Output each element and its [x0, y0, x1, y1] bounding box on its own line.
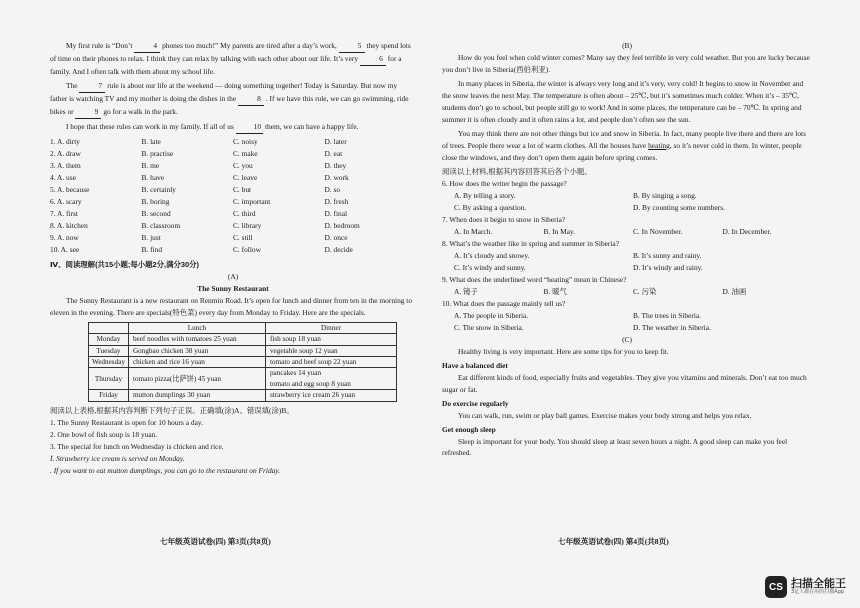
option: 5. A. because	[50, 184, 90, 194]
table-day-cell: Friday	[89, 390, 129, 401]
option: B. certainly	[141, 184, 176, 194]
table-row	[89, 334, 397, 345]
passage-paragraph	[50, 80, 416, 119]
option: B. 暖气	[543, 286, 567, 296]
tf-item: 3. The special for lunch on Wednesday is chicken and rice.	[50, 441, 224, 451]
option: 4. A. use	[50, 172, 76, 182]
table-row	[89, 356, 397, 367]
restaurant-title: The Sunny Restaurant	[197, 283, 269, 293]
tip-heading: Get enough sleep	[442, 424, 496, 434]
page-footer-right: 七年级英语试卷(四) 第4页(共8页)	[558, 536, 669, 546]
option: A. 镜子	[454, 286, 478, 296]
table-dinner-cell	[265, 390, 396, 401]
option: A. By telling a story.	[454, 190, 516, 200]
b-paragraph: How do you feel when cold winter comes? Many say they feel terrible in very cold weather. But you are lucky because you don’t live in Siberia(西伯利亚).	[442, 52, 810, 74]
tf-item: . If you want to eat mutton dumplings, you can go to the restaurant on Friday.	[50, 465, 281, 475]
cloze-option-row	[50, 232, 416, 244]
option: B. By singing a song.	[633, 190, 697, 200]
cloze-option-row	[50, 160, 416, 172]
cloze-option-row	[50, 244, 416, 256]
passage-text: The	[66, 80, 78, 90]
option: C. follow	[233, 244, 261, 254]
option-row	[442, 250, 812, 262]
option: C. important	[233, 196, 271, 206]
passage-text: for a family. And I often talk with them about my school life.	[50, 53, 402, 76]
option: B. boring	[141, 196, 170, 206]
part-c-label: (C)	[622, 334, 632, 344]
tip-heading: Have a balanced diet	[442, 360, 508, 370]
cloze-option-row	[50, 220, 416, 232]
option: D. In December.	[722, 226, 772, 236]
blank-number: 9	[75, 106, 101, 119]
question-stem: 6. How does the writer begin the passage?	[442, 178, 567, 188]
watermark-title: 扫描全能王	[791, 577, 846, 591]
option: B. practise	[141, 148, 174, 158]
option: C. In November.	[633, 226, 683, 236]
option: C. you	[233, 160, 253, 170]
option: B. second	[141, 208, 171, 218]
underlined-word: heating	[648, 140, 670, 150]
tf-item: 1. The Sunny Restaurant is open for 10 hours a day.	[50, 417, 203, 427]
passage-paragraph	[50, 40, 416, 78]
option: B. have	[141, 172, 165, 182]
table-dinner-cell	[265, 356, 396, 367]
option-row	[442, 226, 812, 238]
passage-paragraph	[50, 121, 416, 134]
option: 8. A. kitchen	[50, 220, 88, 230]
option: D. once	[324, 232, 348, 242]
table-header-row	[89, 322, 397, 333]
option: D. It’s windy and rainy.	[633, 262, 703, 272]
option: 2. A. draw	[50, 148, 81, 158]
cloze-option-row	[50, 184, 416, 196]
b-instruction: 阅读以上材料,根据其内容回答其后各个小题。	[442, 166, 592, 176]
option: D. fresh	[324, 196, 349, 206]
dinner-item: tomato and egg soup 8 yuan	[269, 379, 351, 388]
c-intro: Healthy living is very important. Here are some tips for you to keep fit.	[458, 346, 669, 356]
option: B. late	[141, 136, 161, 146]
table-row	[89, 368, 397, 390]
option-row	[442, 322, 812, 334]
option: C. noisy	[233, 136, 258, 146]
option: D. work	[324, 172, 349, 182]
cloze-option-row	[50, 208, 416, 220]
option: C. still	[233, 232, 253, 242]
table-row	[89, 345, 397, 356]
option: C. library	[233, 220, 262, 230]
option: C. 污染	[633, 286, 657, 296]
part-b-label: (B)	[622, 41, 632, 50]
option: C. By asking a question.	[454, 202, 527, 212]
table-row	[89, 390, 397, 401]
option-row	[442, 202, 812, 214]
option-row	[442, 262, 812, 274]
passage-text: them, we can have a happy life.	[264, 121, 359, 131]
dinner-item: tomato and beef soup 22 yuan	[269, 357, 357, 366]
table-day-cell: Thursday	[89, 368, 129, 390]
table-header-cell	[89, 322, 129, 333]
option-row	[442, 286, 812, 298]
option: C. make	[233, 148, 258, 158]
dinner-item: vegetable soup 12 yuan	[269, 346, 338, 355]
option: 3. A. them	[50, 160, 81, 170]
option: 9. A. now	[50, 232, 79, 242]
option: 7. A. first	[50, 208, 78, 218]
option: A. It’s cloudy and snowy.	[454, 250, 530, 260]
option: D. The weather in Siberia.	[633, 322, 711, 332]
tip-body: Sleep is important for your body. You should sleep at least seven hours a night. A good sleep can make you feel refreshed.	[442, 436, 788, 458]
b-paragraph: In many places in Siberia, the winter is always very long and it’s very, very cold! It begins to snow in November and the snow leaves the next May. The temperature is often about – 25℃, but it’s sometimes much colder. When it’s – 35℃, students don’t go to school, but people still go to work! And in some places, the temperature can be – 70℃. In spring and summer it is often cloudy and it often rains a lot, and people don’t often see the sun.	[442, 78, 804, 124]
dinner-item: fish soup 18 yuan	[269, 335, 321, 344]
dinner-item: strawberry ice cream 26 yuan	[269, 391, 355, 400]
b-para3-text: You may think there are not other things but ice and snow in Siberia. In fact, many people live there and there are lots of trees. People there wear a lot of warm clothes. All the houses have	[442, 128, 806, 150]
scanner-watermark	[765, 576, 846, 598]
table-lunch-cell: Gongbao chicken 38 yuan	[128, 345, 265, 356]
option: C. It’s windy and sunny.	[454, 262, 526, 272]
dinner-item: pancakes 14 yuan	[269, 369, 322, 378]
camscanner-logo-icon: CS	[765, 576, 787, 598]
question-stem: 10. What does the passage mainly tell us?	[442, 298, 566, 308]
blank-number: 5	[339, 40, 365, 53]
option: C. but	[233, 184, 252, 194]
tf-item: İ. Strawberry ice cream is served on Monday.	[50, 453, 185, 463]
cloze-options	[50, 136, 416, 256]
option: C. third	[233, 208, 256, 218]
tf-instruction: 阅读以上表格,根据其内容判断下列句子正误。正确填(涂)A、错误填(涂)B。	[50, 405, 294, 415]
table-dinner-cell	[265, 368, 396, 390]
option: 10. A. see	[50, 244, 80, 254]
cloze-option-row	[50, 196, 416, 208]
specials-table	[88, 322, 397, 402]
option: B. just	[141, 232, 161, 242]
blank-number: 4	[134, 40, 160, 53]
passage-text: rule is about our life at the weekend — doing something together! Today is Saturday. But now my father is watching TV and my mother is doing the dishes in the	[50, 80, 398, 103]
option: D. 油画	[722, 286, 747, 296]
blank-number: 8	[238, 93, 264, 106]
passage-text: I hope that these rules can work in my family. If all of us	[66, 121, 234, 131]
passage-text: . If we have this rule, we can go swimming, ride bikes or	[50, 93, 409, 116]
section-4-title: Ⅳ、阅读理解(共15小题;每小题2分,满分30分)	[50, 259, 199, 269]
cloze-option-row	[50, 172, 416, 184]
page-footer-left: 七年级英语试卷(四) 第3页(共8页)	[160, 536, 271, 546]
option: D. By counting some numbers.	[633, 202, 725, 212]
b-paragraph	[442, 128, 812, 164]
option: D. so	[324, 184, 341, 194]
option-row	[442, 190, 812, 202]
option: 1. A. dirty	[50, 136, 80, 146]
passage-text: they spend lots of time on their phones to relax. I think they can relax by talking with each other about our life. It’s very	[50, 41, 411, 63]
blank-number: 10	[236, 121, 263, 134]
option: D. they	[324, 160, 347, 170]
option: C. The snow in Siberia.	[454, 322, 524, 332]
question-stem: 7. When does it begin to snow in Siberia?	[442, 214, 566, 224]
table-dinner-cell	[265, 345, 396, 356]
option: D. eat	[324, 148, 343, 158]
passage-text: phones too much!” My parents are tired after a day’s work,	[162, 41, 337, 50]
table-body	[89, 334, 397, 402]
option: A. The people in Siberia.	[454, 310, 529, 320]
tip-body: You can walk, run, swim or play ball games. Exercise makes your body strong and helps you relax.	[458, 410, 752, 420]
passage-text: go for a walk in the park.	[103, 106, 178, 116]
option: B. It’s sunny and rainy.	[633, 250, 702, 260]
cloze-passage	[50, 40, 416, 134]
tip-heading: Do exercise regularly	[442, 398, 509, 408]
table-header-cell: Lunch	[128, 322, 265, 333]
b-para3-text: , so it’s never cold in them. In winter, people close the windows, and they don’t open them again before spring comes.	[442, 140, 802, 162]
right-page	[430, 0, 860, 608]
table-lunch-cell: chicken and rice 16 yuan	[128, 356, 265, 367]
b-questions	[442, 178, 812, 334]
cloze-option-row	[50, 136, 416, 148]
question-stem: 8. What’s the weather like in spring and summer in Siberia?	[442, 238, 619, 248]
option: 6. A. scary	[50, 196, 82, 206]
tf-item: 2. One bowl of fish soup is 18 yuan.	[50, 429, 158, 439]
table-lunch-cell: beef noodles with tomatoes 25 yuan	[128, 334, 265, 345]
option: B. classroom	[141, 220, 181, 230]
blank-number: 6	[360, 53, 386, 66]
table-lunch-cell: mutton dumplings 30 yuan	[128, 390, 265, 401]
table-day-cell: Tuesday	[89, 345, 129, 356]
option: B. find	[141, 244, 163, 254]
table-day-cell: Monday	[89, 334, 129, 345]
table-lunch-cell: tomato pizza(比萨饼) 45 yuan	[128, 368, 265, 390]
cloze-option-row	[50, 148, 416, 160]
option: B. In May.	[543, 226, 576, 236]
option: A. In March.	[454, 226, 493, 236]
table-dinner-cell	[265, 334, 396, 345]
option-row	[442, 310, 812, 322]
option: B. The trees in Siberia.	[633, 310, 702, 320]
table-day-cell: Wednesday	[89, 356, 129, 367]
c-tips	[442, 360, 812, 460]
watermark-subtitle: 3亿人都在用的扫描App	[791, 589, 844, 596]
tip-body: Eat different kinds of food, especially fruits and vegetables. They give you vitamins and minerals. Don’t eat too much sugar or fat.	[442, 372, 807, 394]
option: D. final	[324, 208, 348, 218]
part-a-label: (A)	[227, 271, 239, 281]
question-stem: 9. What does the underlined word “heating” mean in Chinese?	[442, 274, 627, 284]
restaurant-intro: The Sunny Restaurant is a new restaurant on Renmin Road. It’s open for lunch and dinner from ten in the morning to eleven in the evening. There are specials(特色菜) every day from Monday to Friday. Here are the specials.	[50, 295, 413, 317]
option: D. bedroom	[324, 220, 360, 230]
table-header-cell: Dinner	[265, 322, 396, 333]
option: D. decide	[324, 244, 353, 254]
option: B. me	[141, 160, 160, 170]
tf-list	[50, 417, 416, 477]
passage-text: My first rule is “Don’t	[66, 41, 133, 50]
option: C. leave	[233, 172, 258, 182]
blank-number: 7	[79, 80, 105, 93]
watermark-text	[791, 578, 846, 596]
option: D. later	[324, 136, 347, 146]
